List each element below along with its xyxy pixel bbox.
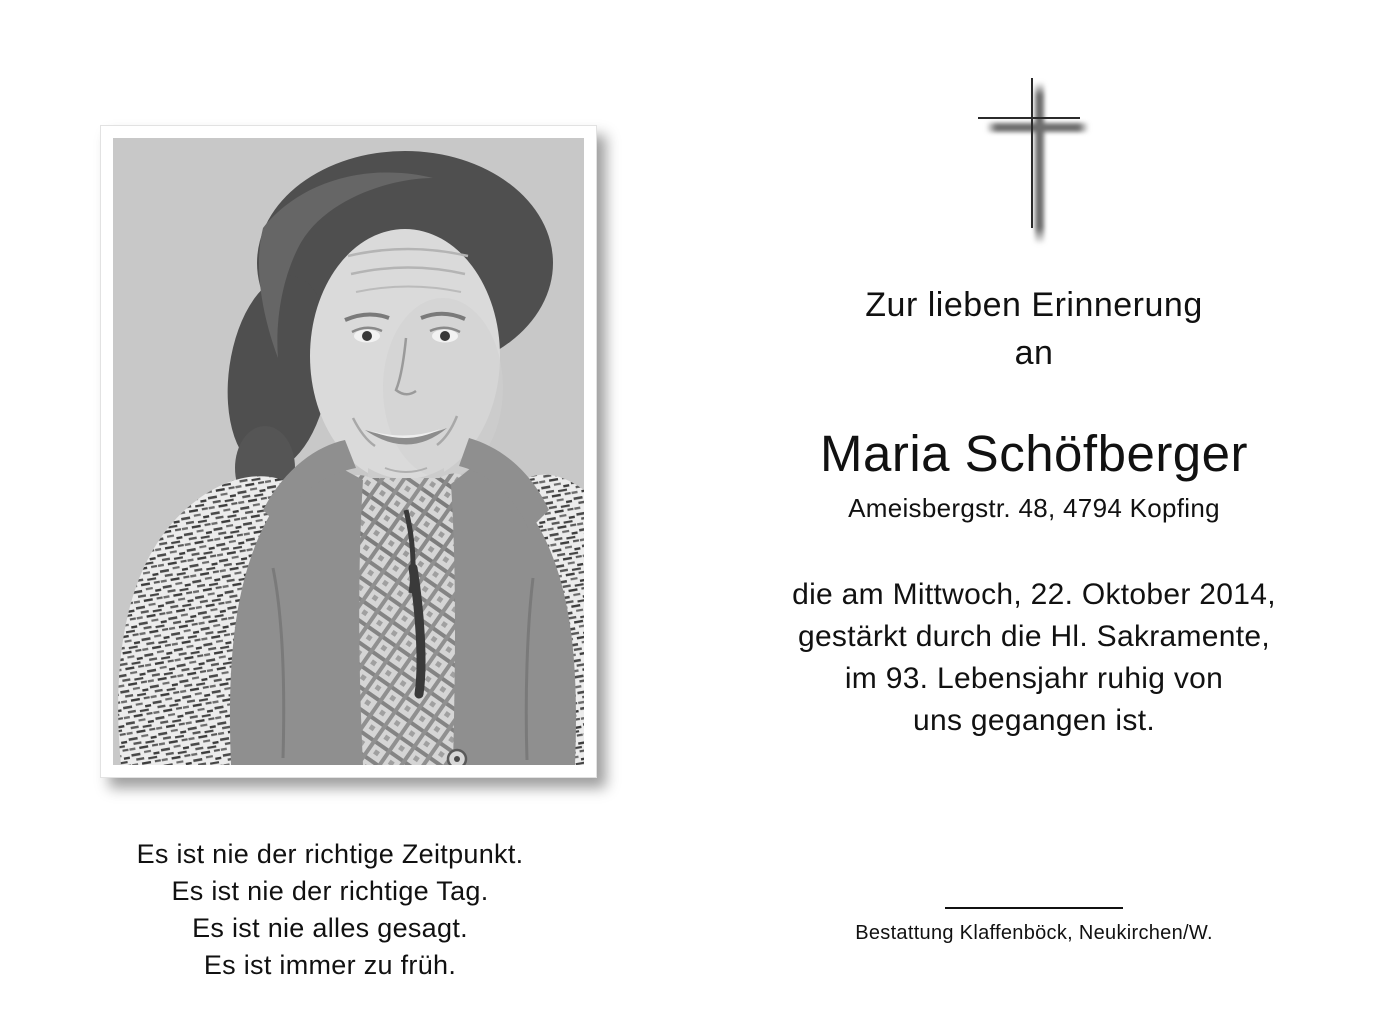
cross-line-horizontal (978, 117, 1080, 119)
poem-line: Es ist nie der richtige Tag. (171, 876, 489, 906)
portrait-illustration (113, 138, 584, 765)
memorial-text-column (690, 0, 1378, 1033)
obituary-text (690, 574, 1378, 742)
obituary-line: im 93. Lebensjahr ruhig von (844, 662, 1224, 695)
funeral-home: Bestattung Klaffenböck, Neukirchen/W. (855, 922, 1213, 944)
intro-line-2: an (1014, 334, 1054, 372)
cross-line-vertical (1031, 78, 1033, 228)
deceased-name: Maria Schöfberger (819, 425, 1249, 482)
poem-line: Es ist nie alles gesagt. (192, 913, 468, 943)
intro-text (690, 281, 1378, 377)
intro-line-1: Zur lieben Erinnerung (865, 286, 1203, 324)
obituary-line: uns gegangen ist. (913, 704, 1155, 737)
portrait-photo (100, 125, 597, 778)
poem (90, 836, 570, 984)
deceased-address: Ameisbergstr. 48, 4794 Kopfing (848, 493, 1220, 523)
poem-line: Es ist immer zu früh. (203, 950, 457, 980)
divider-line (945, 907, 1123, 909)
cross-icon (975, 76, 1105, 248)
cross-shadow-horizontal (986, 123, 1089, 132)
poem-line: Es ist nie der richtige Zeitpunkt. (136, 839, 524, 869)
obituary-line: die am Mittwoch, 22. Oktober 2014, (792, 578, 1276, 611)
obituary-line: gestärkt durch die Hl. Sakramente, (797, 620, 1271, 653)
cross-shadow-vertical (1035, 82, 1044, 244)
